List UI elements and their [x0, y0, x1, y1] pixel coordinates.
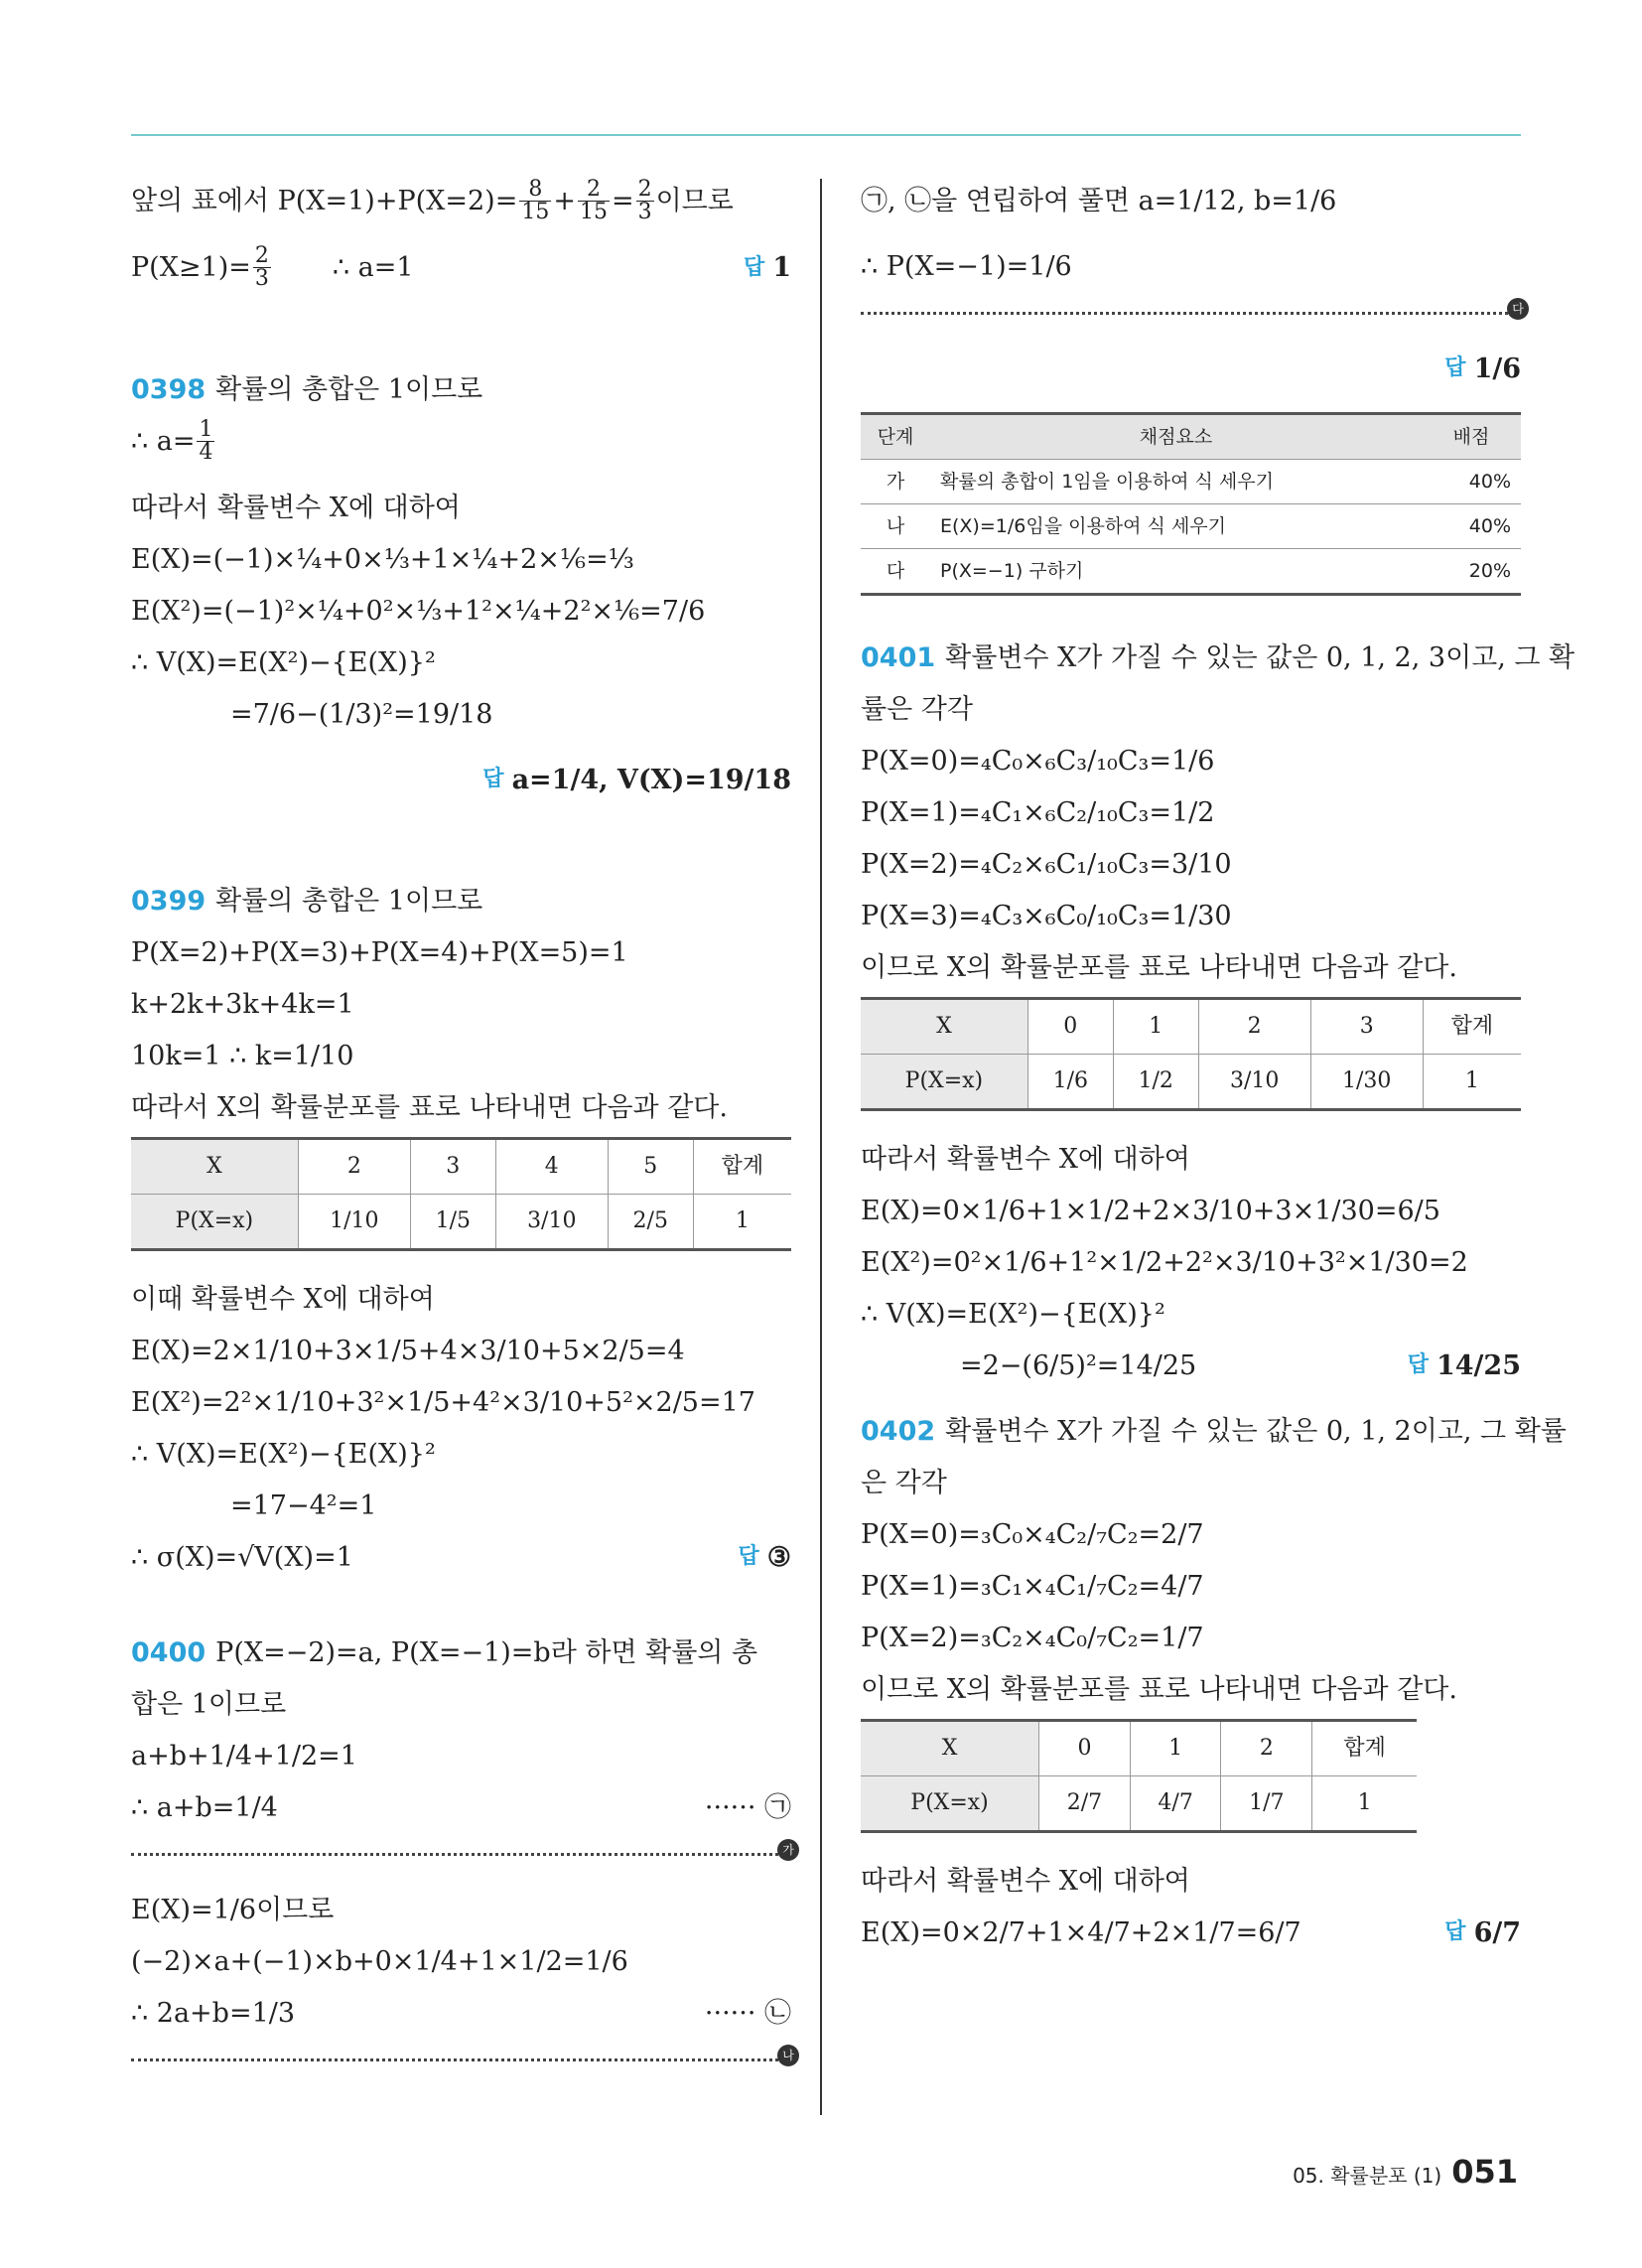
problem-0401-line: P(X=2)=₄C₂×₆C₁/₁₀C₃=3/10: [861, 848, 1232, 880]
scoring-table: 단계 채점요소 배점 가 확률의 총합이 1임을 이용하여 식 세우기 40% 나 E(X)=1/6임을 이용하여 식 세우기 40% 다 P(X=−1) 구하기 20%: [861, 412, 1521, 596]
section-title: 05. 확률분포 (1): [1293, 2164, 1442, 2188]
column-divider: [820, 179, 822, 2115]
problem-0399-line: k+2k+3k+4k=1: [131, 988, 354, 1020]
problem-0402-line: 은 각각: [861, 1467, 947, 1498]
problem-0398-line: E(X²)=(−1)²×¼+0²×⅓+1²×¼+2²×⅙=7/6: [131, 595, 706, 627]
intro-line-1: 앞의 표에서 P(X=1)+P(X=2)= $\frac{8}{15}$ + $\frac{2}{15}$ = $\frac{2}{3}$ 이므로: [131, 177, 734, 224]
answer: 답 1/6: [1444, 353, 1521, 384]
step-marker: 다: [1507, 298, 1529, 320]
step-marker: 나: [777, 2045, 799, 2066]
problem-0402-head: 0402 확률변수 X가 가질 수 있는 값은 0, 1, 2이고, 그 확률: [861, 1415, 1567, 1447]
top-rule: [131, 134, 1521, 136]
problem-0401-line: 따라서 확률변수 X에 대하여: [861, 1143, 1190, 1175]
problem-0398-line: =7/6−(1/3)²=19/18: [230, 698, 493, 730]
fraction: $\frac{8}{15}$: [521, 177, 550, 224]
dotted-separator: [131, 2049, 794, 2062]
step-marker: 가: [777, 1839, 799, 1861]
problem-0400-line: E(X)=1/6이므로: [131, 1894, 335, 1925]
answer: 답 14/25: [1407, 1349, 1521, 1381]
problem-0400-line: 합은 1이므로: [131, 1688, 287, 1720]
problem-0402-line: P(X=0)=₃C₀×₄C₂/₇C₂=2/7: [861, 1518, 1204, 1550]
problem-0399-line: E(X²)=2²×1/10+3²×1/5+4²×3/10+5²×2/5=17: [131, 1386, 755, 1418]
intro-line-2: P(X≥1)= $\frac{2}{3}$ ∴ a=1 답 1: [131, 243, 791, 291]
dotted-separator: [131, 1843, 794, 1857]
problem-0400-line: ∴ 2a+b=1/3 ······ ㉡: [131, 1997, 791, 2029]
problem-0401-line: E(X²)=0²×1/6+1²×1/2+2²×3/10+3²×1/30=2: [861, 1246, 1468, 1278]
answer: 답 6/7: [1444, 1916, 1521, 1948]
fraction: $\frac{2}{3}$: [637, 177, 652, 224]
problem-0399-head: 0399 확률의 총합은 1이므로: [131, 885, 483, 917]
problem-0400-head: 0400 P(X=−2)=a, P(X=−1)=b라 하면 확률의 총: [131, 1636, 758, 1668]
problem-0401-line: P(X=1)=₄C₁×₆C₂/₁₀C₃=1/2: [861, 796, 1215, 828]
problem-0401-line: ∴ V(X)=E(X²)−{E(X)}²: [861, 1298, 1165, 1330]
problem-0398-head: 0398 확률의 총합은 1이므로: [131, 373, 483, 405]
page-number: 051: [1451, 2153, 1518, 2191]
answer: 답 1: [743, 252, 791, 283]
problem-0399-line: 이때 확률변수 X에 대하여: [131, 1283, 435, 1315]
problem-0401-head: 0401 확률변수 X가 가질 수 있는 값은 0, 1, 2, 3이고, 그 확: [861, 641, 1575, 673]
problem-0402-line: E(X)=0×2/7+1×4/7+2×1/7=6/7 답 6/7: [861, 1916, 1521, 1948]
problem-0399-line: ∴ V(X)=E(X²)−{E(X)}²: [131, 1438, 436, 1470]
problem-0398-line: ∴ V(X)=E(X²)−{E(X)}²: [131, 646, 436, 678]
problem-0400-line: a+b+1/4+1/2=1: [131, 1740, 357, 1772]
problem-0401-line: P(X=0)=₄C₀×₆C₃/₁₀C₃=1/6: [861, 745, 1215, 777]
problem-0402-line: P(X=1)=₃C₁×₄C₁/₇C₂=4/7: [861, 1570, 1204, 1602]
problem-0399-line: 따라서 X의 확률분포를 표로 나타내면 다음과 같다.: [131, 1091, 728, 1123]
dotted-separator: [861, 302, 1524, 316]
problem-0402-line: P(X=2)=₃C₂×₄C₀/₇C₂=1/7: [861, 1622, 1204, 1653]
problem-0401-line: P(X=3)=₄C₃×₆C₀/₁₀C₃=1/30: [861, 900, 1232, 931]
problem-0400-line: ∴ P(X=−1)=1/6: [861, 250, 1072, 282]
problem-0400-line: (−2)×a+(−1)×b+0×1/4+1×1/2=1/6: [131, 1945, 628, 1977]
problem-0402-line: 따라서 확률변수 X에 대하여: [861, 1865, 1190, 1897]
distribution-table-0399: X 2 3 4 5 합계 P(X=x) 1/10 1/5 3/10 2/5 1: [131, 1137, 791, 1251]
problem-0399-line: =17−4²=1: [230, 1489, 377, 1521]
page-footer: [1293, 2153, 1518, 2191]
fraction: $\frac{1}{4}$: [199, 417, 213, 465]
problem-0401-line: 률은 각각: [861, 693, 973, 725]
problem-0399-line: P(X=2)+P(X=3)+P(X=4)+P(X=5)=1: [131, 936, 628, 968]
distribution-table-0402: X 0 1 2 합계 P(X=x) 2/7 4/7 1/7 1: [861, 1719, 1417, 1833]
problem-0401-line: E(X)=0×1/6+1×1/2+2×3/10+3×1/30=6/5: [861, 1195, 1440, 1226]
problem-0402-line: 이므로 X의 확률분포를 표로 나타내면 다음과 같다.: [861, 1673, 1457, 1705]
problem-0400-line: ㉠, ㉡을 연립하여 풀면 a=1/12, b=1/6: [861, 185, 1337, 216]
answer: 답 ③: [738, 1541, 791, 1573]
problem-0399-line: E(X)=2×1/10+3×1/5+4×3/10+5×2/5=4: [131, 1335, 685, 1366]
problem-0398-line: ∴ a= $\frac{1}{4}$: [131, 417, 213, 465]
problem-0401-line: =2−(6/5)²=14/25 답 14/25: [960, 1349, 1521, 1381]
problem-0398-answer-row: [131, 758, 791, 801]
left-column: [131, 177, 794, 2093]
problem-0399-line: ∴ σ(X)=√V(X)=1 답 ③: [131, 1541, 791, 1573]
fraction: $\frac{2}{15}$: [579, 177, 608, 224]
right-column: [861, 179, 1575, 1976]
distribution-table-0401: X 0 1 2 3 합계 P(X=x) 1/6 1/2 3/10 1/30 1: [861, 997, 1521, 1111]
problem-0400-line: ∴ a+b=1/4 ······ ㉠: [131, 1791, 791, 1823]
problem-0398-line: E(X)=(−1)×¼+0×⅓+1×¼+2×⅙=⅓: [131, 543, 634, 575]
problem-0400-answer-row: [861, 347, 1521, 390]
answer: 답 a=1/4, V(X)=19/18: [482, 764, 791, 795]
problem-0401-line: 이므로 X의 확률분포를 표로 나타내면 다음과 같다.: [861, 951, 1457, 983]
fraction: $\frac{2}{3}$: [254, 243, 269, 291]
problem-0398-line: 따라서 확률변수 X에 대하여: [131, 492, 461, 523]
problem-0399-line: 10k=1 ∴ k=1/10: [131, 1040, 354, 1071]
